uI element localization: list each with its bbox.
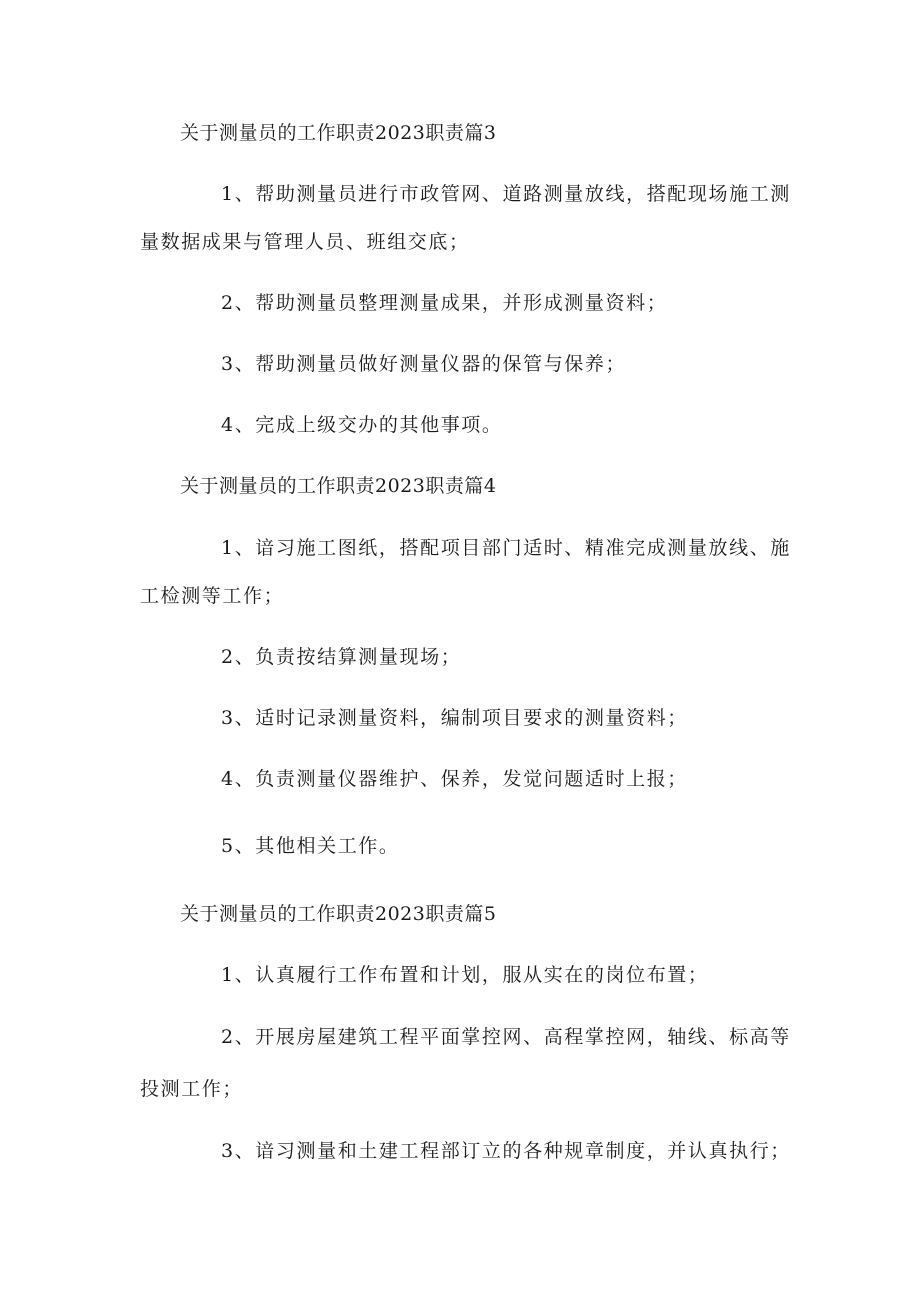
list-item: 1、帮助测量员进行市政管网、道路测量放线，搭配现场施工测 bbox=[221, 183, 791, 205]
list-item-continuation: 量数据成果与管理人员、班组交底； bbox=[140, 231, 470, 253]
section-heading: 关于测量员的工作职责2023职责篇5 bbox=[180, 903, 497, 925]
list-item: 2、开展房屋建筑工程平面掌控网、高程掌控网，轴线、标高等 bbox=[221, 1026, 791, 1048]
list-item: 3、帮助测量员做好测量仪器的保管与保养； bbox=[221, 353, 627, 375]
list-item: 1、认真履行工作布置和计划，服从实在的岗位布置； bbox=[221, 964, 709, 986]
list-item: 2、帮助测量员整理测量成果，并形成测量资料； bbox=[221, 292, 668, 314]
list-item-continuation: 投测工作； bbox=[140, 1078, 244, 1100]
list-item-continuation: 工检测等工作； bbox=[140, 585, 285, 607]
list-item: 3、适时记录测量资料，编制项目要求的测量资料； bbox=[221, 707, 688, 729]
list-item: 3、谙习测量和土建工程部订立的各种规章制度，并认真执行； bbox=[221, 1140, 791, 1162]
list-item: 4、负责测量仪器维护、保养，发觉问题适时上报； bbox=[221, 768, 688, 790]
section-heading: 关于测量员的工作职责2023职责篇4 bbox=[180, 475, 497, 497]
list-item: 2、负责按结算测量现场； bbox=[221, 646, 462, 668]
list-item: 4、完成上级交办的其他事项。 bbox=[221, 414, 503, 436]
list-item: 5、其他相关工作。 bbox=[221, 835, 400, 857]
list-item: 1、谙习施工图纸，搭配项目部门适时、精准完成测量放线、施 bbox=[221, 537, 791, 559]
section-heading: 关于测量员的工作职责2023职责篇3 bbox=[180, 122, 497, 144]
